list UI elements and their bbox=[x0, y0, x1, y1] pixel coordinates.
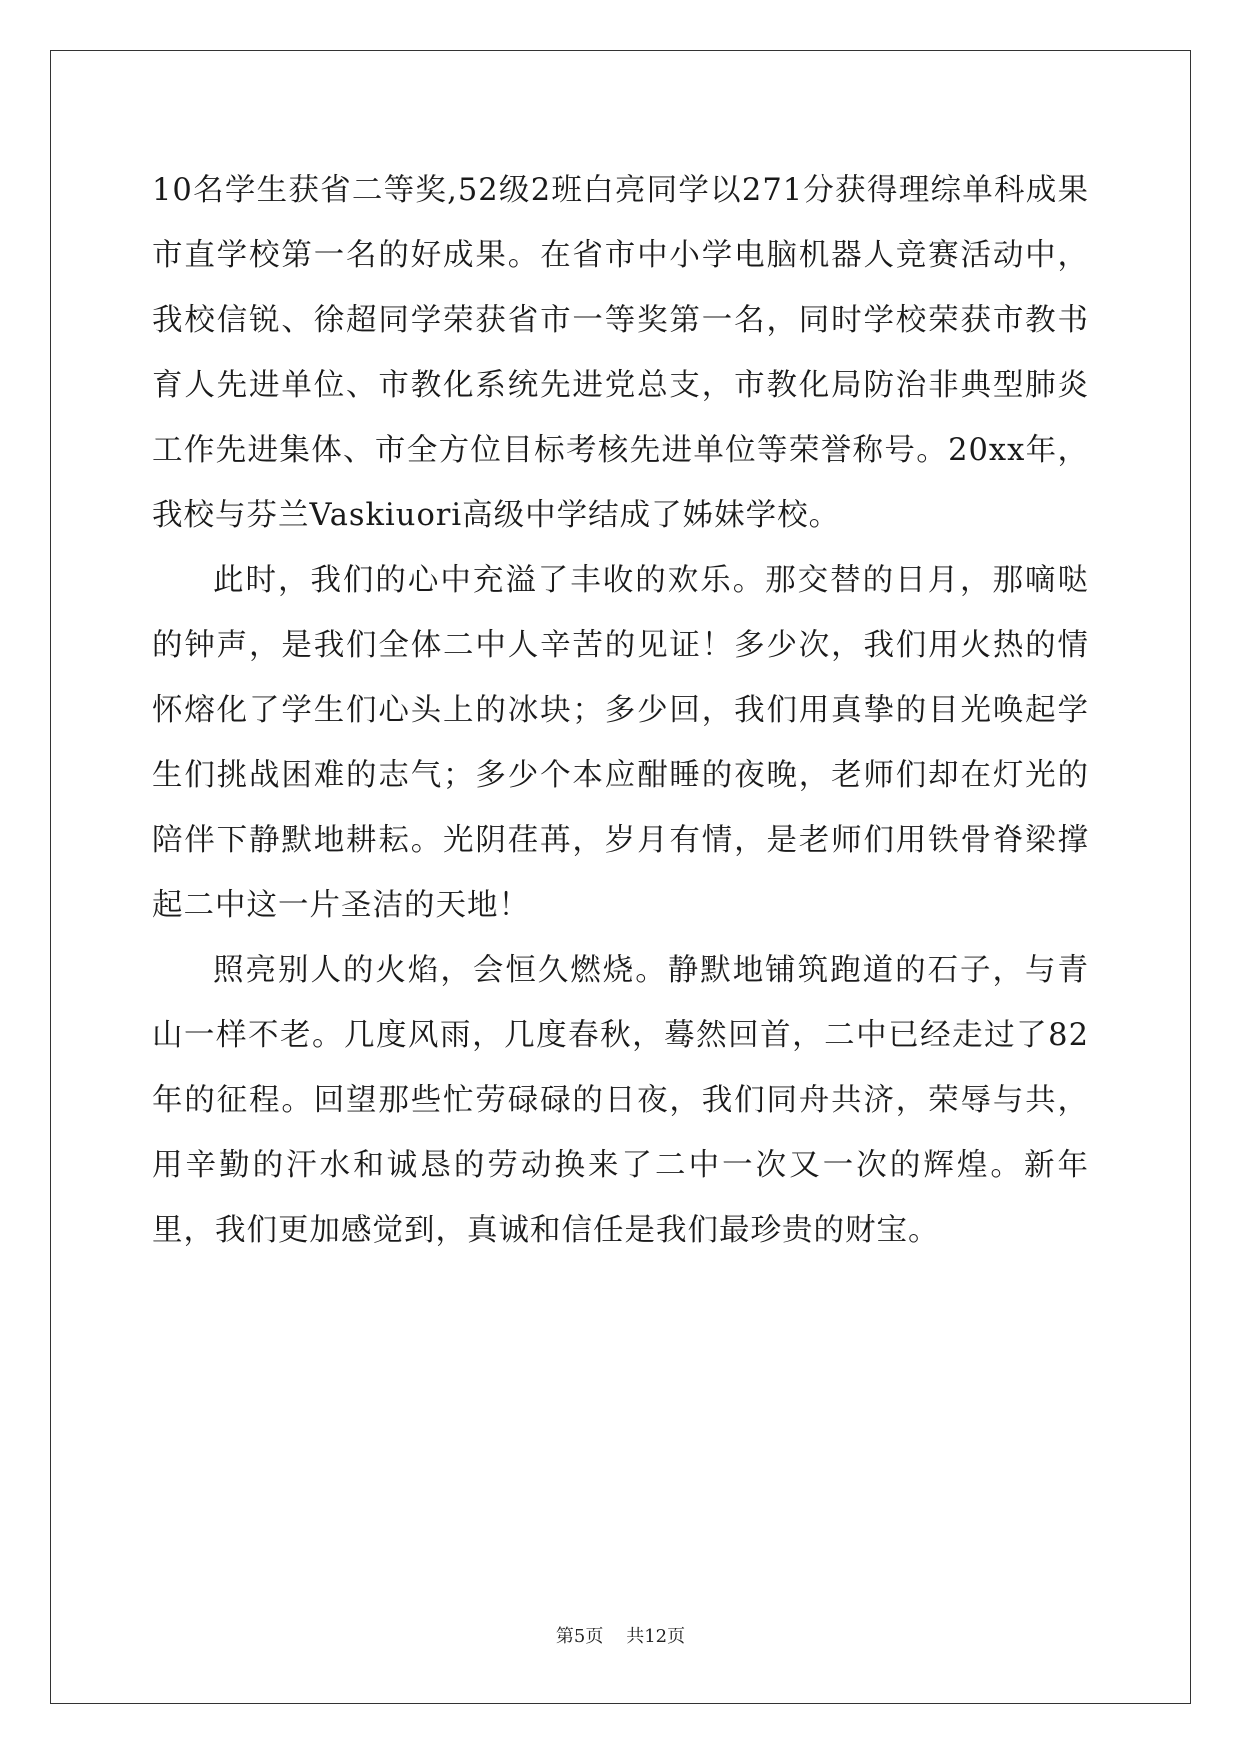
paragraph-2: 此时，我们的心中充溢了丰收的欢乐。那交替的日月，那嘀哒的钟声，是我们全体二中人辛苦的见证！多少次，我们用火热的情怀熔化了学生们心头上的冰块；多少回，我们用真挚的目光唤起学生们挑战困难的志气；多少个本应酣睡的夜晚，老师们却在灯光的陪伴下静默地耕耘。光阴荏苒，岁月有情，是老师们用铁骨脊梁撑起二中这一片圣洁的天地！ bbox=[152, 563, 1089, 923]
paragraph-3: 照亮别人的火焰，会恒久燃烧。静默地铺筑跑道的石子，与青山一样不老。几度风雨，几度春秋，蓦然回首，二中已经走过了82年的征程。回望那些忙劳碌碌的日夜，我们同舟共济，荣辱与共，用辛勤的汗水和诚恳的劳动换来了二中一次又一次的辉煌。新年里，我们更加感觉到，真诚和信任是我们最珍贵的财宝。 bbox=[152, 953, 1089, 1248]
paragraph-1: 10名学生获省二等奖,52级2班白亮同学以271分获得理综单科成果市直学校第一名的好成果。在省市中小学电脑机器人竞赛活动中，我校信锐、徐超同学荣获省市一等奖第一名，同时学校荣获市教书育人先进单位、市教化系统先进党总支，市教化局防治非典型肺炎工作先进集体、市全方位目标考核先进单位等荣誉称号。20xx年，我校与芬兰Vaskiuori高级中学结成了姊妹学校。 bbox=[152, 173, 1089, 533]
document-body bbox=[152, 158, 1089, 1263]
page-number-footer: 第5页 共12页 bbox=[555, 1626, 686, 1647]
